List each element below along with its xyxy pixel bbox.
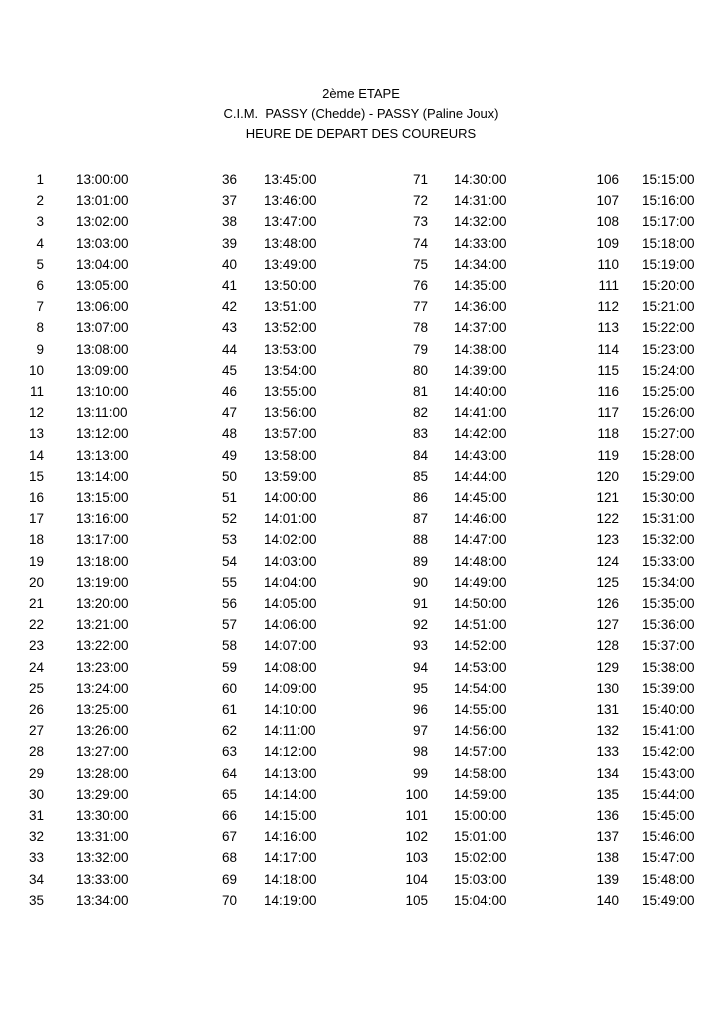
start-time: 15:31:00 [642,511,695,527]
start-time: 13:07:00 [76,320,129,336]
runner-number: 64 [221,765,237,781]
runner-number: 117 [597,405,619,421]
runner-number: 88 [412,532,428,548]
runner-number: 58 [221,638,237,654]
start-time: 13:33:00 [76,871,129,887]
start-time: 14:59:00 [454,786,507,802]
start-time: 14:55:00 [454,702,507,717]
start-time: 15:33:00 [642,553,695,569]
schedule-title: HEURE DE DEPART DES COUREURS [245,126,477,141]
start-time: 15:32:00 [642,532,695,548]
start-time: 14:49:00 [454,574,507,590]
runner-number: 73 [412,214,428,230]
runner-number: 12 [28,405,44,421]
runner-number: 15 [28,468,44,484]
start-time: 13:16:00 [76,511,129,527]
start-time: 14:35:00 [454,278,507,293]
start-time: 15:30:00 [642,490,695,505]
start-time: 14:16:00 [264,829,317,845]
runner-number: 133 [596,744,619,760]
start-time: 15:18:00 [642,235,695,251]
runner-number: 56 [221,596,237,611]
start-time: 14:05:00 [264,596,317,611]
route-title: C.I.M. PASSY (Chedde) - PASSY (Paline Joux) [223,106,499,121]
start-time: 13:24:00 [76,680,129,696]
runner-number: 93 [412,638,428,654]
start-time: 13:52:00 [264,320,317,336]
start-time: 14:17:00 [264,850,317,866]
start-time: 13:12:00 [76,426,129,442]
runner-number: 48 [221,426,237,442]
start-time: 14:06:00 [264,617,317,633]
start-time: 15:17:00 [642,214,695,230]
start-time: 14:33:00 [454,235,507,251]
start-time: 13:21:00 [76,617,129,633]
start-time: 15:28:00 [642,447,695,463]
start-time: 15:21:00 [642,299,695,315]
runner-number: 36 [221,172,237,187]
start-time: 14:48:00 [454,553,507,569]
start-time: 15:20:00 [642,278,695,293]
runner-number: 49 [221,447,237,463]
start-time: 14:00:00 [264,490,317,505]
runner-number: 11 [29,384,44,399]
runner-number: 16 [28,490,44,505]
start-time: 15:16:00 [642,193,695,209]
runner-number: 5 [36,256,44,272]
runner-number: 108 [596,214,619,230]
runner-number: 107 [596,193,619,209]
runner-number: 123 [596,532,619,548]
runner-number: 98 [412,744,428,760]
start-time: 15:49:00 [642,892,695,908]
start-time: 13:10:00 [76,384,129,399]
runner-number: 33 [28,850,44,866]
runner-number: 3 [36,214,44,230]
runner-number: 14 [28,447,44,463]
start-time: 14:56:00 [454,723,507,739]
runner-number: 62 [221,723,237,739]
runner-number: 84 [412,447,428,463]
runner-number: 57 [221,617,237,633]
start-time: 13:30:00 [76,808,129,823]
runner-number: 87 [412,511,428,527]
runner-number: 37 [221,193,237,209]
runner-number: 6 [36,278,44,293]
start-time: 13:56:00 [264,405,317,421]
runner-number: 86 [412,490,428,505]
runner-number: 114 [597,341,619,357]
start-time: 14:32:00 [454,214,507,230]
start-time: 14:47:00 [454,532,507,548]
runner-number: 118 [597,426,619,442]
document-header [0,84,722,144]
runner-number: 9 [36,341,44,357]
start-time: 15:44:00 [642,786,695,802]
start-time: 14:34:00 [454,256,507,272]
start-time: 13:01:00 [76,193,129,209]
runner-number: 26 [28,702,44,717]
start-time: 14:14:00 [264,786,317,802]
start-time: 14:31:00 [454,193,507,209]
start-time: 13:04:00 [76,256,129,272]
start-time: 14:41:00 [454,405,507,421]
runner-number: 111 [598,278,619,293]
runner-number: 52 [221,511,237,527]
start-time: 13:05:00 [76,278,129,293]
runner-number: 59 [221,659,237,675]
runner-number: 65 [221,786,237,802]
start-time: 14:44:00 [454,468,507,484]
runner-number: 72 [412,193,428,209]
start-time: 13:25:00 [76,702,129,717]
start-time: 13:55:00 [264,384,317,399]
runner-number: 125 [596,574,619,590]
start-time: 13:58:00 [264,447,317,463]
runner-number: 106 [596,172,619,187]
start-time: 15:03:00 [454,871,507,887]
start-time: 15:25:00 [642,384,695,399]
start-time: 14:12:00 [264,744,317,760]
runner-number: 131 [596,702,619,717]
runner-number: 100 [405,786,428,802]
runner-number: 130 [596,680,619,696]
start-time: 14:53:00 [454,659,507,675]
runner-number: 94 [412,659,428,675]
runner-number: 1 [36,172,44,187]
runner-number: 63 [221,744,237,760]
start-time: 15:36:00 [642,617,695,633]
runner-number: 81 [412,384,428,399]
start-time: 14:58:00 [454,765,507,781]
start-time: 13:14:00 [76,468,129,484]
runner-number: 137 [596,829,619,845]
start-time: 14:43:00 [454,447,507,463]
runner-number: 134 [596,765,619,781]
runner-number: 31 [28,808,44,823]
runner-number: 2 [36,193,44,209]
start-time: 13:11:00 [76,405,128,421]
runner-number: 105 [405,892,428,908]
start-time: 14:04:00 [264,574,317,590]
start-time: 13:51:00 [264,299,317,315]
runner-number: 120 [596,468,619,484]
start-time: 13:27:00 [76,744,129,760]
runner-number: 25 [28,680,44,696]
runner-number: 46 [221,384,237,399]
start-time: 13:57:00 [264,426,317,442]
start-time: 14:46:00 [454,511,507,527]
start-time: 15:19:00 [642,256,695,272]
start-time: 15:43:00 [642,765,695,781]
start-time: 15:02:00 [454,850,507,866]
start-time: 13:45:00 [264,172,317,187]
runner-number: 75 [412,256,428,272]
runner-number: 121 [596,490,619,505]
runner-number: 77 [412,299,428,315]
runner-number: 90 [412,574,428,590]
start-time: 15:48:00 [642,871,695,887]
start-time: 14:52:00 [454,638,507,654]
runner-number: 18 [28,532,44,548]
runner-number: 41 [221,278,237,293]
start-time: 15:39:00 [642,680,695,696]
runner-number: 45 [221,362,237,378]
runner-number: 35 [28,892,44,908]
start-time: 13:48:00 [264,235,317,251]
start-time: 14:39:00 [454,362,507,378]
start-time: 15:00:00 [454,808,507,823]
start-time: 13:17:00 [76,532,129,548]
runner-number: 80 [412,362,428,378]
start-time: 15:46:00 [642,829,695,845]
runner-number: 97 [412,723,428,739]
start-time: 15:45:00 [642,808,695,823]
runner-number: 55 [221,574,237,590]
start-time: 14:07:00 [264,638,317,654]
start-time: 13:32:00 [76,850,129,866]
runner-number: 128 [596,638,619,654]
start-time: 13:08:00 [76,341,129,357]
runner-number: 109 [596,235,619,251]
runner-number: 40 [221,256,237,272]
runner-number: 119 [597,447,619,463]
runner-number: 69 [221,871,237,887]
runner-number: 19 [28,553,44,569]
runner-number: 54 [221,553,237,569]
runner-number: 29 [28,765,44,781]
start-time: 14:45:00 [454,490,507,505]
stage-title: 2ème ETAPE [322,86,400,101]
runner-number: 139 [596,871,619,887]
runner-number: 66 [221,808,237,823]
runner-number: 42 [221,299,237,315]
start-time: 14:54:00 [454,680,507,696]
start-time: 14:51:00 [454,617,507,633]
start-time: 15:38:00 [642,659,695,675]
start-time: 14:50:00 [454,596,507,611]
start-time: 15:40:00 [642,702,695,717]
start-time: 15:29:00 [642,468,695,484]
runner-number: 53 [221,532,237,548]
runner-number: 74 [412,235,428,251]
start-time: 15:34:00 [642,574,695,590]
start-time: 15:26:00 [642,405,695,421]
start-time: 13:09:00 [76,362,129,378]
runner-number: 70 [221,892,237,908]
runner-number: 99 [412,765,428,781]
start-time: 14:03:00 [264,553,317,569]
runner-number: 91 [412,596,428,611]
runner-number: 124 [596,553,619,569]
runner-number: 104 [405,871,428,887]
start-time: 13:54:00 [264,362,317,378]
start-time: 14:02:00 [264,532,317,548]
runner-number: 32 [28,829,44,845]
start-time: 13:59:00 [264,468,317,484]
start-time: 14:18:00 [264,871,317,887]
start-time: 14:36:00 [454,299,507,315]
runner-number: 4 [36,235,44,251]
runner-number: 23 [28,638,44,654]
runner-number: 51 [221,490,237,505]
start-time: 14:19:00 [264,892,317,908]
start-time: 13:46:00 [264,193,317,209]
runner-number: 89 [412,553,428,569]
runner-number: 60 [221,680,237,696]
runner-number: 39 [221,235,237,251]
start-time: 13:22:00 [76,638,129,654]
runner-number: 13 [28,426,44,442]
start-time: 13:23:00 [76,659,129,675]
runner-number: 103 [405,850,428,866]
start-time: 15:47:00 [642,850,695,866]
runner-number: 20 [28,574,44,590]
start-time: 13:31:00 [76,829,129,845]
start-time: 14:15:00 [264,808,317,823]
start-time: 14:10:00 [264,702,317,717]
start-time: 14:37:00 [454,320,507,336]
start-time: 15:42:00 [642,744,695,760]
runner-number: 92 [412,617,428,633]
start-time: 14:13:00 [264,765,317,781]
start-time: 14:09:00 [264,680,317,696]
start-time: 14:11:00 [264,723,316,739]
start-time: 13:49:00 [264,256,317,272]
start-time: 13:18:00 [76,553,129,569]
runner-number: 115 [597,362,619,378]
start-time: 15:04:00 [454,892,507,908]
start-time: 13:00:00 [76,172,129,187]
start-time: 15:41:00 [642,723,695,739]
runner-number: 17 [28,511,44,527]
runner-number: 47 [221,405,237,421]
runner-number: 68 [221,850,237,866]
runner-number: 126 [596,596,619,611]
runner-number: 102 [405,829,428,845]
start-time: 15:23:00 [642,341,695,357]
runner-number: 24 [28,659,44,675]
runner-number: 76 [412,278,428,293]
runner-number: 43 [221,320,237,336]
runner-number: 34 [28,871,44,887]
runner-number: 135 [596,786,619,802]
start-time: 13:06:00 [76,299,129,315]
runner-number: 129 [596,659,619,675]
runner-number: 82 [412,405,428,421]
start-time: 14:30:00 [454,172,507,187]
start-time: 15:37:00 [642,638,695,654]
start-time: 15:24:00 [642,362,695,378]
runner-number: 113 [597,320,619,336]
start-time: 13:34:00 [76,892,129,908]
start-time: 15:15:00 [642,172,695,187]
start-time: 15:01:00 [454,829,507,845]
runner-number: 50 [221,468,237,484]
start-time: 14:38:00 [454,341,507,357]
runner-number: 112 [597,299,619,315]
start-time: 13:13:00 [76,447,129,463]
start-time: 15:22:00 [642,320,695,336]
start-time: 13:28:00 [76,765,129,781]
runner-number: 21 [28,596,44,611]
start-time: 13:50:00 [264,278,317,293]
runner-number: 101 [405,808,428,823]
start-time: 13:19:00 [76,574,129,590]
start-time: 14:57:00 [454,744,507,760]
runner-number: 10 [28,362,44,378]
runner-number: 110 [597,256,619,272]
runner-number: 132 [596,723,619,739]
runner-number: 71 [412,172,428,187]
runner-number: 116 [597,384,619,399]
runner-number: 95 [412,680,428,696]
start-time: 14:08:00 [264,659,317,675]
start-time: 13:29:00 [76,786,129,802]
start-time: 14:40:00 [454,384,507,399]
runner-number: 7 [36,299,44,315]
start-time: 13:02:00 [76,214,129,230]
runner-number: 96 [412,702,428,717]
runner-number: 85 [412,468,428,484]
runner-number: 30 [28,786,44,802]
runner-number: 67 [221,829,237,845]
runner-number: 22 [28,617,44,633]
runner-number: 79 [412,341,428,357]
start-time: 14:42:00 [454,426,507,442]
runner-number: 38 [221,214,237,230]
start-time: 15:27:00 [642,426,695,442]
runner-number: 83 [412,426,428,442]
runner-number: 61 [221,702,237,717]
start-time: 13:03:00 [76,235,129,251]
runner-number: 44 [221,341,237,357]
start-time: 15:35:00 [642,596,695,611]
runner-number: 127 [596,617,619,633]
start-time: 13:26:00 [76,723,129,739]
runner-number: 8 [36,320,44,336]
runner-number: 138 [596,850,619,866]
start-time: 14:01:00 [264,511,317,527]
runner-number: 78 [412,320,428,336]
runner-number: 27 [28,723,44,739]
start-time: 13:53:00 [264,341,317,357]
start-time: 13:20:00 [76,596,129,611]
runner-number: 28 [28,744,44,760]
start-time: 13:47:00 [264,214,317,230]
runner-number: 136 [596,808,619,823]
runner-number: 140 [596,892,619,908]
runner-number: 122 [596,511,619,527]
start-time: 13:15:00 [76,490,129,505]
